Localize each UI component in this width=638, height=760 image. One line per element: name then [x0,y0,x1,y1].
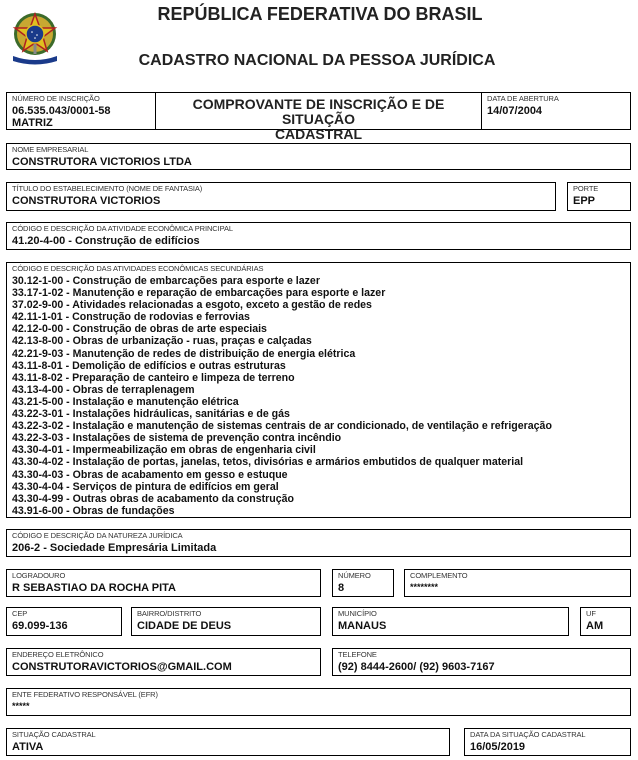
complemento-box [404,569,631,597]
municipio-value: MANAUS [338,620,387,632]
cep-box [6,607,122,636]
list-item: 43.11-8-02 - Preparação de canteiro e limpeza de terreno [12,371,295,384]
list-item: 43.30-4-99 - Outras obras de acabamento da construção [12,492,295,505]
list-item: 43.21-5-00 - Instalação e manutenção elétrica [12,395,239,408]
list-item: 43.30-4-03 - Obras de acabamento em gesso e estuque [12,468,288,481]
bairro-value: CIDADE DE DEUS [137,620,232,632]
telefone-label: TELEFONE [338,650,377,659]
email-box [6,648,321,676]
efr-label: ENTE FEDERATIVO RESPONSÁVEL (EFR) [12,690,158,699]
list-item: 42.21-9-03 - Manutenção de redes de distribuição de energia elétrica [12,347,356,360]
comprovante-title-line2: CADASTRAL [274,126,363,142]
list-item: 43.22-3-01 - Instalações hidráulicas, sanitárias e de gás [12,408,290,421]
atividades-secundarias-box [6,262,631,518]
natureza-juridica-box [6,529,631,557]
list-item: 43.22-3-03 - Instalações de sistema de prevenção contra incêndio [12,432,342,445]
situacao-value: ATIVA [12,741,44,753]
municipio-box [332,607,569,636]
telefone-box [332,648,631,676]
list-item: 42.11-1-01 - Construção de rodovias e ferrovias [12,311,250,324]
atividades-secundarias-label: CÓDIGO E DESCRIÇÃO DAS ATIVIDADES ECONÔMICAS SECUNDÁRIAS [12,264,264,273]
list-item: 43.13-4-00 - Obras de terraplenagem [12,383,195,396]
numero-box [332,569,394,597]
abertura-label: DATA DE ABERTURA [487,94,559,103]
brazil-coat-of-arms-icon [9,10,61,66]
numero-label: NÚMERO [338,571,371,580]
list-item: 33.17-1-02 - Manutenção e reparação de embarcações para esporte e lazer [12,287,386,300]
nome-empresarial-value: CONSTRUTORA VICTORIOS LTDA [12,156,192,168]
efr-box [6,688,631,716]
porte-label: PORTE [573,184,599,193]
cep-label: CEP [12,609,28,618]
inscricao-tipo: MATRIZ [12,117,53,129]
situacao-box [6,728,450,756]
uf-box [580,607,631,636]
list-item: 42.13-8-00 - Obras de urbanização - ruas, praças e calçadas [12,335,312,348]
porte-value: EPP [573,195,596,207]
uf-label: UF [586,609,596,618]
atividade-principal-box [6,222,631,250]
list-item: 43.22-3-02 - Instalação e manutenção de sistemas centrais de ar condicionado, de ventilação e refrigeração [12,420,552,433]
fantasia-value: CONSTRUTORA VICTORIOS [12,195,161,207]
nome-empresarial-label: NOME EMPRESARIAL [12,145,89,154]
bairro-label: BAIRRO/DISTRITO [137,609,202,618]
logradouro-box [6,569,321,597]
natureza-juridica-label: CÓDIGO E DESCRIÇÃO DA NATUREZA JURÍDICA [12,531,183,540]
complemento-value: ******** [410,582,439,592]
page-subtitle: CADASTRO NACIONAL DA PESSOA JURÍDICA [138,52,496,69]
inscricao-value: 06.535.043/0001-58 [12,105,111,117]
efr-value: ***** [12,701,30,711]
bairro-box [131,607,321,636]
data-situacao-box [464,728,631,756]
complemento-label: COMPLEMENTO [410,571,468,580]
fantasia-box [6,182,556,211]
data-situacao-value: 16/05/2019 [470,741,526,753]
email-value: CONSTRUTORAVICTORIOS@GMAIL.COM [12,661,232,673]
telefone-value: (92) 8444-2600/ (92) 9603-7167 [338,661,495,673]
list-item: 43.30-4-01 - Impermeabilização em obras de engenharia civil [12,444,316,457]
inscricao-box [6,92,156,130]
abertura-value: 14/07/2004 [487,105,543,117]
situacao-label: SITUAÇÃO CADASTRAL [12,730,96,739]
list-item: 43.30-4-02 - Instalação de portas, janelas, tetos, divisórias e armários embutidos de qualquer material [12,456,524,469]
page-title: REPÚBLICA FEDERATIVA DO BRASIL [157,4,483,24]
atividade-principal-value: 41.20-4-00 - Construção de edifícios [12,235,200,247]
atividades-secundarias-list [12,275,552,517]
data-situacao-label: DATA DA SITUAÇÃO CADASTRAL [470,730,586,739]
logradouro-label: LOGRADOURO [12,571,66,580]
logradouro-value: R SEBASTIAO DA ROCHA PITA [12,582,176,594]
list-item: 43.30-4-04 - Serviços de pintura de edifícios em geral [12,480,279,493]
numero-value: 8 [338,582,345,594]
municipio-label: MUNICÍPIO [338,609,377,618]
email-label: ENDEREÇO ELETRÔNICO [12,650,104,659]
nome-empresarial-box [6,143,631,170]
list-item: 37.02-9-00 - Atividades relacionadas a esgoto, exceto a gestão de redes [12,299,372,312]
abertura-box [481,92,631,130]
list-item: 43.11-8-01 - Demolição de edifícios e outras estruturas [12,359,286,372]
comprovante-title-line1: COMPROVANTE DE INSCRIÇÃO E DE SITUAÇÃO [192,96,445,127]
uf-value: AM [586,620,604,632]
list-item: 43.91-6-00 - Obras de fundações [12,504,175,517]
porte-box [567,182,631,211]
list-item: 30.12-1-00 - Construção de embarcações para esporte e lazer [12,275,320,287]
list-item: 42.12-0-00 - Construção de obras de arte especiais [12,323,267,336]
inscricao-label: NÚMERO DE INSCRIÇÃO [12,94,100,103]
atividade-principal-label: CÓDIGO E DESCRIÇÃO DA ATIVIDADE ECONÔMICA PRINCIPAL [12,224,233,233]
natureza-juridica-value: 206-2 - Sociedade Empresária Limitada [12,542,217,554]
comprovante-title [156,93,481,142]
cep-value: 69.099-136 [12,620,68,632]
comprovante-box [155,92,482,142]
fantasia-label: TÍTULO DO ESTABELECIMENTO (NOME DE FANTASIA) [12,184,203,193]
